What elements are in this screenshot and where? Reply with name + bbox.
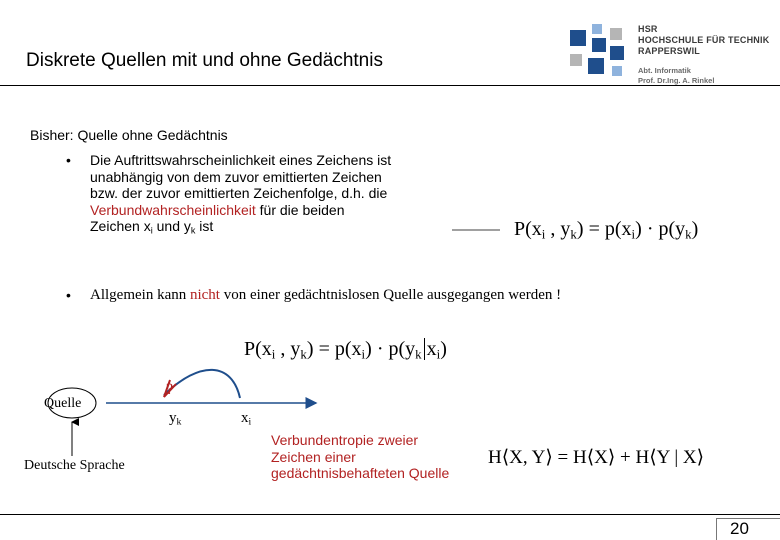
- f1-part2: , y: [545, 218, 571, 240]
- xi-base: x: [241, 410, 249, 426]
- line5-mid: und y: [152, 218, 191, 234]
- f2-part2: , y: [275, 338, 301, 360]
- hsr-line2: HOCHSCHULE FÜR TECHNIK: [638, 35, 770, 45]
- footer-divider: [0, 514, 780, 515]
- f1-sub-k: k: [570, 226, 577, 242]
- f2-part6: ): [440, 338, 447, 360]
- f2-sub-i3: i: [436, 346, 441, 362]
- bullet-1-line4-rest: für die beiden: [255, 201, 345, 218]
- line5-pre: Zeichen x: [90, 218, 151, 234]
- bullet-2-pre: Allgemein kann: [90, 287, 190, 303]
- joint-entropy-formula: H⟨X, Y⟩ = H⟨X⟩ + H⟨Y | X⟩: [488, 447, 705, 468]
- f2-part1: P(x: [244, 338, 272, 360]
- symbol-xi: [241, 410, 251, 427]
- page-title: Diskrete Quellen mit und ohne Gedächtnis: [26, 50, 383, 71]
- f2-part3: ) = p(x: [306, 338, 362, 360]
- page-number: 20: [730, 519, 749, 538]
- sub-k: k: [190, 225, 196, 236]
- f1-sub-i2: i: [631, 226, 636, 242]
- bullet-1-line3: bzw. der zuvor emittierten Zeichenfolge, d.h. die: [90, 185, 388, 201]
- f1-part1: P(x: [514, 218, 542, 240]
- bullet-2-post: von einer gedächtnislosen Quelle ausgegangen werden !: [219, 287, 562, 303]
- joint-entropy-label: [271, 432, 461, 482]
- line5-post: ist: [195, 218, 214, 234]
- f2-sub-k2: k: [415, 346, 422, 362]
- bullet-2-marker: •: [66, 287, 71, 303]
- hsr-line5: Prof. Dr.Ing. A. Rinkel: [638, 76, 715, 85]
- question-mark: ?: [166, 381, 174, 398]
- f2-sub-i: i: [271, 346, 276, 362]
- source-label: Quelle: [44, 396, 82, 411]
- f2-part5: x: [426, 338, 437, 360]
- f2-part4: ) · p(y: [365, 338, 416, 360]
- entropy-line3: gedächtnisbehafteten Quelle: [271, 465, 450, 481]
- hsr-line3: RAPPERSWIL: [638, 46, 701, 56]
- entropy-line2: Zeichen einer: [271, 448, 356, 465]
- yk-base: y: [169, 410, 177, 426]
- f2-sub-k: k: [300, 346, 307, 362]
- intro-text: Bisher: Quelle ohne Gedächtnis: [30, 127, 228, 143]
- language-label: Deutsche Sprache: [24, 458, 125, 473]
- f1-part5: ): [691, 218, 699, 240]
- bullet-1-line2: unabhängig von dem zuvor emittierten Zeichen: [90, 168, 382, 185]
- bullet-2-highlight: nicht: [189, 287, 220, 303]
- entropy-line1: Verbundentropie zweier: [271, 432, 419, 448]
- f1-sub-k2: k: [685, 226, 692, 242]
- f1-sub-i: i: [541, 226, 546, 242]
- bullet-1-marker: •: [66, 152, 71, 168]
- xi-sub: i: [248, 416, 252, 428]
- hsr-line1: HSR: [638, 24, 658, 34]
- f2-sub-i2: i: [361, 346, 366, 362]
- f1-part4: ) · p(y: [635, 218, 686, 240]
- yk-sub: k: [176, 416, 182, 428]
- sub-i: i: [150, 225, 153, 236]
- f1-part3: ) = p(x: [576, 218, 632, 240]
- symbol-yk: [169, 410, 181, 427]
- hsr-line4: Abt. Informatik: [638, 66, 691, 75]
- joint-probability-term: Verbundwahrscheinlichkeit: [90, 201, 256, 218]
- bullet-1-line1: Die Auftrittswahrscheinlichkeit eines Zeichens ist: [90, 152, 392, 168]
